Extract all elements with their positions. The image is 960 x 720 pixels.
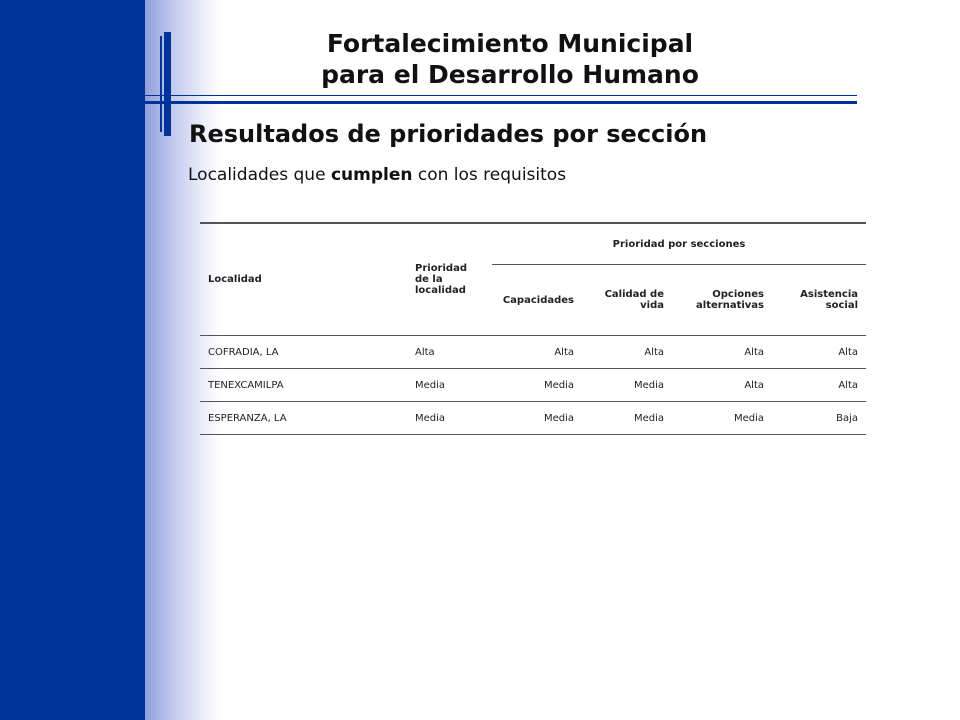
table-row [200, 369, 866, 402]
caption-bold: cumplen [330, 165, 413, 185]
table-caption [188, 165, 566, 185]
cell-capacidades: Media [492, 369, 582, 402]
cell-opciones: Media [672, 402, 772, 435]
cell-calidad-vida: Media [582, 402, 672, 435]
cell-capacidades: Alta [492, 336, 582, 369]
decor-vertical-bar [164, 32, 171, 136]
table-row [200, 402, 866, 435]
cell-localidad: COFRADIA, LA [200, 336, 407, 369]
caption-before: Localidades que [188, 165, 326, 185]
side-band [0, 0, 145, 720]
decor-horizontal-line-thin [145, 95, 857, 96]
header-asistencia-social: Asistencia social [800, 289, 858, 311]
title-line-1: Fortalecimiento Municipal [326, 29, 694, 58]
cell-localidad: TENEXCAMILPA [200, 369, 407, 402]
cell-asistencia: Alta [772, 336, 866, 369]
cell-localidad: ESPERANZA, LA [200, 402, 407, 435]
priority-table [200, 222, 866, 435]
cell-prioridad: Media [407, 369, 492, 402]
slide-title [200, 28, 820, 90]
caption-after: con los requisitos [417, 165, 567, 185]
header-localidad: Localidad [200, 223, 407, 336]
cell-asistencia: Alta [772, 369, 866, 402]
decor-vertical-line [160, 36, 162, 132]
header-opciones-alternativas: Opciones alternativas [696, 289, 764, 311]
cell-calidad-vida: Media [582, 369, 672, 402]
header-calidad-vida: Calidad de vida [604, 289, 664, 311]
cell-capacidades: Media [492, 402, 582, 435]
header-prioridad-localidad: Prioridad de la localidad [407, 223, 492, 336]
cell-opciones: Alta [672, 336, 772, 369]
header-capacidades: Capacidades [502, 294, 574, 306]
cell-prioridad: Media [407, 402, 492, 435]
cell-opciones: Alta [672, 369, 772, 402]
title-line-2: para el Desarrollo Humano [321, 60, 699, 89]
table-row [200, 336, 866, 369]
section-title: Resultados de prioridades por sección [189, 120, 708, 148]
cell-calidad-vida: Alta [582, 336, 672, 369]
header-prioridad-secciones: Prioridad por secciones [492, 223, 866, 265]
decor-horizontal-line-thick [145, 101, 857, 104]
cell-prioridad: Alta [407, 336, 492, 369]
cell-asistencia: Baja [772, 402, 866, 435]
